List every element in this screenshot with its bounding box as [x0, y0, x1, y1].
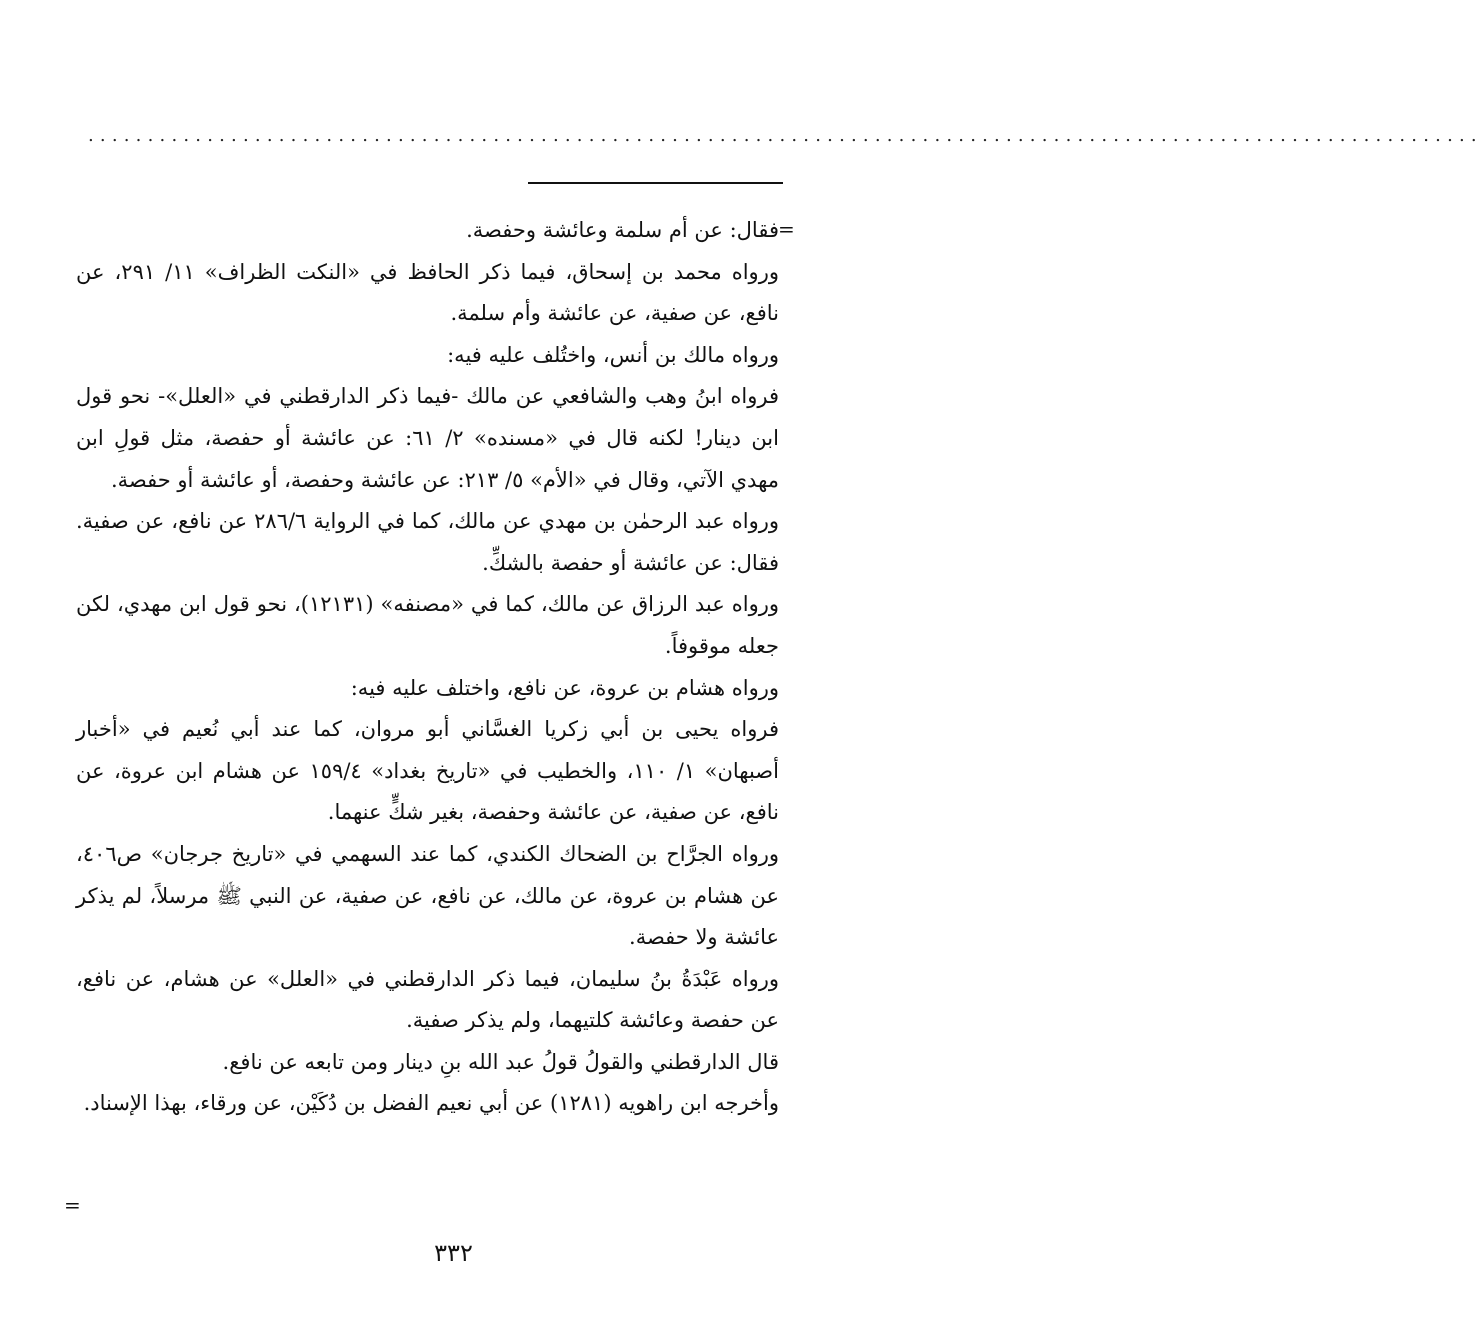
paragraph: ورواه مالك بن أنس، واختُلف عليه فيه: [447, 342, 779, 367]
header-dotted-rule: ..................................................................................................................... [88, 125, 1483, 146]
paragraph: فرواه يحيى بن أبي زكريا الغسَّاني أبو مروان، كما عند أبي نُعيم في «أخبار أصبهان» ١/ ١١٠، والخطيب في «تاريخ بغداد» ١٥٩/٤ عن هشام ابن عروة، عن نافع، عن صفية، عن عائشة وحفصة، بغير شكٍّ عنهما. [76, 717, 779, 825]
paragraph: ورواه عبد الرزاق عن مالك، كما في «مصنفه» (١٢١٣١)، نحو قول ابن مهدي، لكن جعله موقوفاً. [76, 592, 779, 658]
page-number: ٣٣٢ [434, 1239, 473, 1267]
paragraph: ورواه عبد الرحمٰن بن مهدي عن مالك، كما في الرواية ٢٨٦/٦ عن نافع، عن صفية. فقال: عن عائشة أو حفصة بالشكِّ. [76, 509, 779, 575]
continuation-mark-bottom: = [64, 1193, 81, 1217]
paragraph: وأخرجه ابن راهويه (١٢٨١) عن أبي نعيم الفضل بن دُكَيْن، عن ورقاء، بهذا الإسناد. [83, 1091, 779, 1116]
paragraph: ورواه محمد بن إسحاق، فيما ذكر الحافظ في «النكت الظراف» ١١/ ٢٩١، عن نافع، عن صفية، عن عائشة وأم سلمة. [76, 259, 779, 326]
paragraph: قال الدارقطني والقولُ قولُ عبد الله بنِ دينار ومن تابعه عن نافع. [222, 1049, 779, 1074]
paragraph: ورواه هشام بن عروة، عن نافع، واختلف عليه فيه: [350, 675, 779, 700]
footnote-separator [528, 182, 783, 184]
paragraph: ورواه عَبْدَةُ بنُ سليمان، فيما ذكر الدارقطني في «العلل» عن هشام، عن نافع، عن حفصة وعائشة كلتيهما، ولم يذكر صفية. [76, 966, 779, 1033]
paragraph: ورواه الجرَّاح بن الضحاك الكندي، كما عند السهمي في «تاريخ جرجان» ص٤٠٦، عن هشام بن عروة، عن مالك، عن نافع، عن صفية، عن النبي ﷺ مرسلاً، لم يذكر عائشة ولا حفصة. [76, 841, 779, 950]
paragraph: فقال: عن أم سلمة وعائشة وحفصة. [466, 218, 779, 242]
paragraph: فرواه ابنُ وهب والشافعي عن مالك -فيما ذكر الدارقطني في «العلل»- نحو قول ابن دينار! لكنه قال في «مسنده» ٢/ ٦١: عن عائشة أو حفصة، مثل قولِ ابن مهدي الآتي، وقال في «الأم» ٥/ ٢١٣: عن عائشة وحفصة، أو عائشة أو حفصة. [76, 384, 779, 492]
continuation-mark-top: = [778, 217, 795, 241]
footnote-text [76, 210, 779, 1125]
